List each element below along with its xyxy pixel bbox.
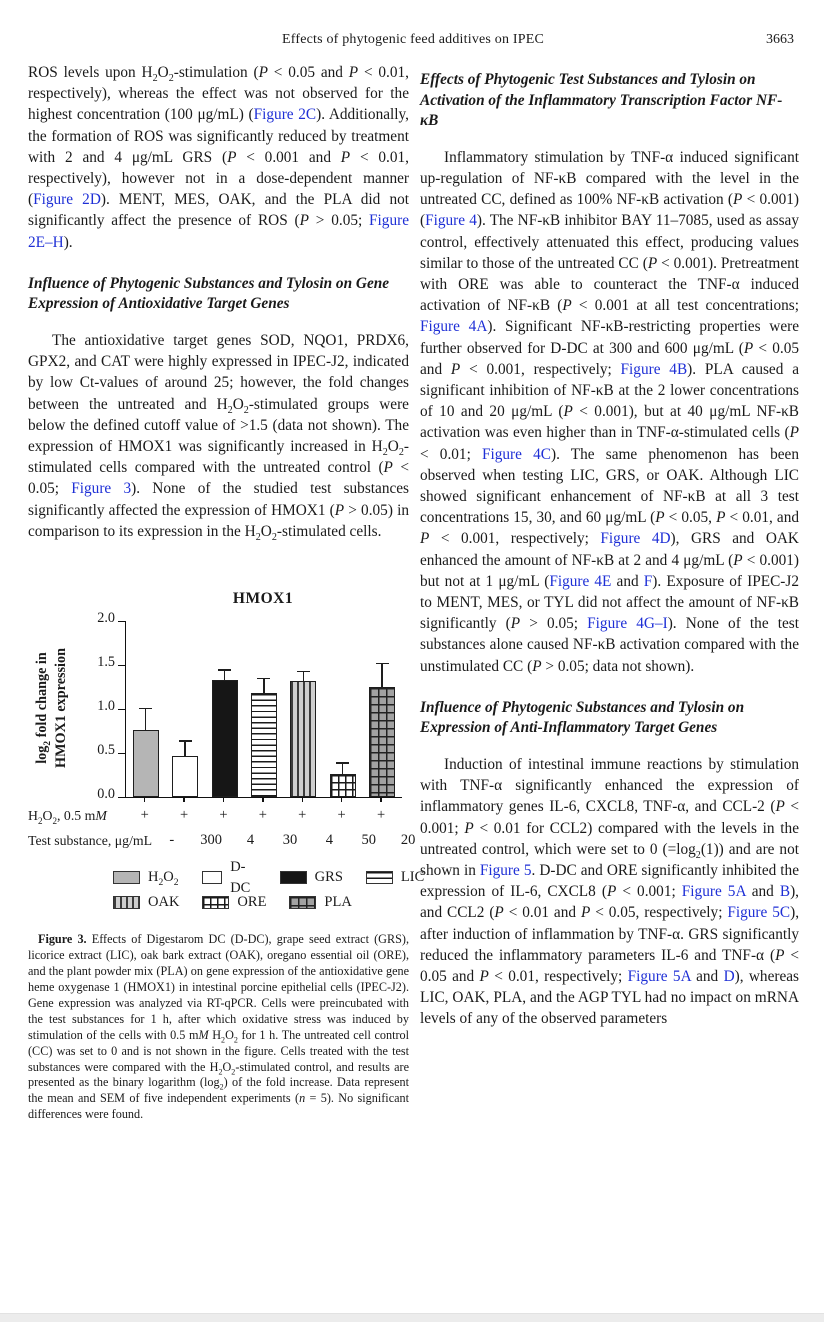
figure-link[interactable]: Figure 2E–H — [28, 212, 409, 251]
error-cap-grs — [218, 669, 231, 671]
x-axis-value: + — [298, 807, 307, 824]
x-axis-value: 50 — [361, 832, 376, 849]
x-axis-value: + — [179, 807, 189, 824]
legend-label: D-DC — [230, 858, 251, 896]
y-tick-mark — [118, 621, 125, 623]
y-tick-mark — [118, 665, 125, 667]
legend-label: ORE — [237, 894, 267, 911]
x-tick-mark — [144, 797, 146, 802]
x-axis-row — [28, 828, 416, 853]
x-axis-value: + — [337, 807, 346, 824]
legend-label: $H_2O_2$ — [148, 869, 179, 889]
bar-d-dc — [172, 756, 198, 797]
section-heading-nfkb: Effects of Phytogenic Test Substances and Tylosin on Activation of the Inflammatory Transcription Factor NF-κB — [420, 71, 783, 130]
x-axis-value: 300 — [200, 832, 223, 849]
left-column — [28, 62, 425, 1123]
x-tick-mark — [380, 797, 382, 802]
figure-caption: Figure 3. Effects of Digestarom DC (D-DC), grape seed extract (GRS), licorice extract (LIC), oak bark extract (OAK), oregano essential oil (ORE), and the plant powder mix (PLA) on gene expression of the antioxidative gene heme oxygenase 1 (HMOX1) in intestinal porcine epithelial cells (IPEC-J2). Gene expression was analyzed via RT-qPCR. Cells were preincubated with the test substances for 1 h, after which oxidative stress was induced by stimulation of the cells with 0.5 mM $H_2O_2$ for 1 h. The untreated cell control (CC) was set to 0 and is not shown in the figure. Cells treated with the test substances were compared with the $H_2O_2$-stimulated control, and results are presented as the binary logarithm $(\log_2)$ of the fold increase. Data represent the mean and SEM of five independent experiments (n = 5). No significant differences were found. — [28, 932, 410, 1122]
chart-body — [28, 610, 409, 803]
paragraph-ros: ROS levels upon $H_2O_2$-stimulation (P < 0.05 and P < 0.01, respectively), whereas the effect was not observed for the highest concentration (100 μg/mL) (Figure 2C). Additionally, the formation of ROS was significantly reduced by treatment with 2 and 4 μg/mL GRS (P < 0.001 and P < 0.01, respectively), however not in a dose-dependent manner (Figure 2D). MENT, MES, OAK, and the PLA did not significantly affect the presence of ROS (P > 0.05; Figure 2E–H). — [28, 64, 410, 251]
legend-item — [366, 867, 424, 888]
legend-row — [113, 890, 409, 915]
figure-link[interactable]: F — [643, 572, 653, 590]
right-column — [420, 62, 799, 1030]
y-axis — [28, 610, 125, 803]
legend-label: GRS — [314, 869, 343, 886]
x-axis-row — [28, 803, 409, 828]
x-axis-value: + — [219, 807, 228, 824]
figure-link[interactable]: B — [779, 883, 791, 901]
figure-link[interactable]: Figure 4A — [420, 318, 488, 336]
bar-grs — [212, 680, 238, 797]
x-axis-value: 4 — [325, 832, 333, 849]
figure-link[interactable]: Figure 3 — [71, 480, 132, 498]
bar-oak — [290, 681, 316, 797]
figure-link[interactable]: Figure 5A — [627, 968, 691, 986]
legend-item — [202, 892, 266, 913]
x-axis-value: + — [258, 807, 267, 824]
figure-link[interactable]: Figure 4D — [600, 530, 671, 548]
page-header — [28, 32, 798, 52]
legend-label: OAK — [148, 894, 180, 911]
error-cap-d-dc — [179, 740, 192, 742]
figure-link[interactable]: Figure 4C — [482, 445, 551, 463]
x-axis-value: + — [140, 807, 149, 824]
figure-3 — [28, 588, 425, 1123]
chart-legend — [28, 858, 425, 915]
figure-link[interactable]: Figure 5C — [727, 904, 791, 922]
y-axis-label-line1: $\log_2$ fold change in — [34, 652, 53, 765]
x-tick-mark — [262, 797, 264, 802]
bar-h2o2 — [133, 730, 159, 798]
bar-pla — [369, 687, 395, 797]
legend-swatch — [113, 896, 140, 909]
figure-link[interactable]: Figure 5 — [479, 862, 532, 880]
x-axis-row-label: Test substance, μg/mL — [28, 833, 153, 849]
paragraph-antiinflammatory: Induction of intestinal immune reactions by stimulation with TNF-α significantly enhanced the expression of inflammatory genes IL-6, CXCL8, TNF-α, and CCL-2 (P < 0.001; P < 0.01 for CCL2) compared with the levels in the untreated control, which were set to 0 $(=\log_2(1))$ and are not shown in Figure 5. D-DC and ORE significantly inhibited the expression of IL-6, CXCL8 (P < 0.001; Figure 5A and B), and CCL2 (P < 0.01 and P < 0.05, respectively; Figure 5C), after induction of inflammation by TNF-α. GRS significantly reduced the inflammatory parameters IL-6 and TNF-α (P < 0.05 and P < 0.01, respectively; Figure 5A and D), whereas LIC, OAK, PLA, and the AGP TYL had no impact on mRNA levels of any of the observed parameters — [420, 756, 800, 1028]
legend-item — [289, 892, 351, 913]
figure-link[interactable]: Figure 4G–I — [587, 615, 668, 633]
legend-swatch — [280, 871, 307, 884]
x-tick-mark — [183, 797, 185, 802]
hmox1-bar-chart — [28, 588, 425, 915]
x-axis-value: - — [169, 832, 175, 849]
y-tick-mark — [118, 709, 125, 711]
error-cap-oak — [297, 671, 310, 673]
legend-swatch — [202, 896, 229, 909]
x-axis-rows — [28, 803, 416, 853]
legend-item — [280, 867, 343, 888]
legend-label: LIC — [400, 869, 425, 886]
x-axis-value: + — [376, 807, 386, 824]
legend-swatch — [202, 871, 223, 884]
section-heading-antioxidative: Influence of Phytogenic Substances and Tylosin on Gene Expression of Antioxidative Target Genes — [28, 274, 390, 313]
section-heading-antiinflammatory: Influence of Phytogenic Substances and Tylosin on Expression of Anti-Inflammatory Target Genes — [420, 698, 745, 737]
y-tick-label: 0.0 — [97, 786, 115, 803]
legend-swatch — [366, 871, 393, 884]
y-tick-label: 2.0 — [97, 610, 115, 627]
running-title: Effects of phytogenic feed additives on IPEC — [281, 32, 545, 47]
x-axis-value: 30 — [282, 832, 298, 849]
y-tick-label: 1.0 — [97, 698, 115, 715]
paragraph-nfkb: Inflammatory stimulation by TNF-α induced significant up-regulation of NF-κB compared with the level in the untreated CC, defined as 100% NF-κB activation (P < 0.001) (Figure 4). The NF-κB inhibitor BAY 11–7085, used as assay control, effectively attenuated this effect, producing values similar to those of the untreated CC (P < 0.001). Pretreatment with ORE was able to counteract the TNF-α induced activation of NF-κB (P < 0.001 at all test concentrations; Figure 4A). Significant NF-κB-restricting properties were further observed for D-DC at 300 and 600 μg/mL (P < 0.05 and P < 0.001, respectively; Figure 4B). PLA caused a significant inhibition of NF-κB at the 2 lower concentrations of 10 and 20 μg/mL (P < 0.001), but at 40 μg/mL NF-κB activation was even higher than in TNF-α-stimulated cells (P < 0.01; Figure 4C). The same phenomenon has been observed when testing LIC, GRS, or OAK. Although LIC showed significant enhancement of NF-κB at all 3 test concentrations 15, 30, and 60 μg/mL (P < 0.05, P < 0.01, and P < 0.001, respectively; Figure 4D), GRS and OAK enhanced the amount of NF-κB at 2 and 4 μg/mL (P < 0.001) but not at 1 μg/mL (Figure 4E and F). Exposure of IPEC-J2 to MENT, MES, or TYL did not affect the amount of NF-κB significantly (P > 0.05; Figure 4G–I). None of the test substances alone caused NF-κB activation compared with the unstimulated CC (P > 0.05; data not shown). — [420, 148, 800, 675]
figure-link[interactable]: Figure 2C — [253, 106, 317, 124]
y-tick-label: 1.5 — [97, 654, 115, 671]
legend-swatch — [289, 896, 316, 909]
x-tick-mark — [341, 797, 343, 802]
x-axis-row-label: $H_2O_2$, 0.5 mM — [28, 808, 107, 826]
error-cap-pla — [376, 663, 389, 665]
legend-item — [113, 867, 179, 888]
figure-link[interactable]: Figure 4B — [620, 360, 688, 378]
figure-link[interactable]: Figure 2D — [33, 191, 101, 209]
y-tick-label: 0.5 — [97, 742, 115, 759]
y-tick-mark — [118, 753, 125, 755]
x-axis-ticks — [125, 797, 401, 803]
error-cap-lic — [257, 678, 270, 680]
figure-link[interactable]: Figure 4 — [425, 212, 477, 230]
figure-link[interactable]: D — [723, 968, 735, 986]
figure-link[interactable]: Figure 4E — [549, 572, 612, 590]
footer-strip — [0, 1313, 824, 1322]
bar-ore — [330, 774, 356, 798]
legend-row — [113, 858, 425, 896]
figure-link[interactable]: Figure 5A — [681, 883, 746, 901]
x-tick-mark — [302, 797, 304, 802]
legend-label: PLA — [324, 894, 352, 911]
x-axis-value: 4 — [246, 832, 255, 849]
error-cap-ore — [336, 762, 349, 764]
page-number: 3663 — [766, 32, 794, 47]
chart-plot — [125, 621, 402, 798]
chart-title: HMOX1 — [232, 590, 294, 608]
error-cap-h2o2 — [139, 708, 152, 710]
paragraph-antioxidative: The antioxidative target genes SOD, NQO1, PRDX6, GPX2, and CAT were highly expressed in IPEC-J2, indicated by low Ct-values of around 25; however, the fold changes between the untreated and $H_2O_2$-stimulated groups were below the defined cutoff value of >1.5 (data not shown). The expression of HMOX1 was significantly increased in $H_2O_2$-stimulated cells compared with the untreated control (P < 0.05; Figure 3). None of the studied test substances significantly affected the expression of HMOX1 (P > 0.05) in comparison to its expression in the $H_2O_2$-stimulated cells. — [28, 332, 409, 543]
legend-swatch — [113, 871, 140, 884]
legend-item — [113, 892, 179, 913]
x-tick-mark — [223, 797, 225, 802]
bar-lic — [251, 693, 277, 797]
x-axis-value: 20 — [400, 832, 416, 849]
y-tick-mark — [118, 797, 125, 799]
y-axis-label-line2: HMOX1 expression — [53, 648, 69, 769]
